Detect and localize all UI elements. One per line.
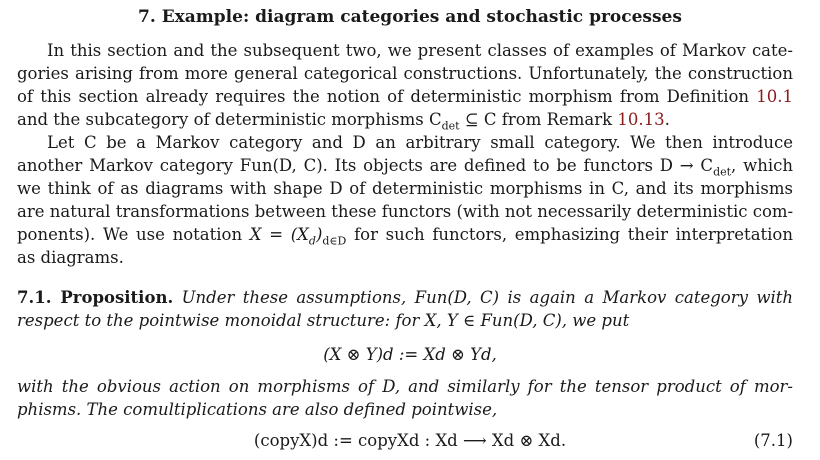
para2-line-1: Let C be a Markov category and D an arbitrary small category. We then introduce	[47, 133, 793, 152]
equation-number: (7.1)	[753, 431, 793, 450]
para1-line-1: In this section and the subsequent two, we present classes of examples of Markov cate-	[47, 41, 793, 60]
para1-line-3-text: of this section already requires the notion of deterministic morphism from Definition	[17, 87, 750, 106]
definition-link[interactable]: 10.1	[756, 87, 793, 106]
para2-line-4: are natural transformations between these functors (with not necessarily deterministic com-	[17, 202, 794, 221]
proposition-line-2: respect to the pointwise monoidal structure: for X, Y ∈ Fun(D, C), we put	[17, 311, 630, 330]
remark-link[interactable]: 10.13	[617, 110, 665, 129]
proposition-label: 7.1. Proposition.	[17, 288, 174, 307]
para2-line-5-text-a: ponents). We use notation	[17, 225, 250, 244]
proposition-line-1	[17, 287, 793, 309]
equation-tensor: (X ⊗ Y)d := Xd ⊗ Yd,	[323, 345, 497, 364]
notation-close: )	[315, 225, 323, 244]
notation-sub-d: d	[308, 234, 316, 248]
para1-line-4-text-b: ⊆ C from Remark	[459, 110, 618, 129]
notation-math: X = (X	[249, 225, 309, 244]
section-heading: 7. Example: diagram categories and stochastic processes	[138, 7, 682, 27]
para1-line-3	[17, 86, 793, 108]
para1-line-4-text-c: .	[664, 110, 670, 129]
proposition-line-4: phisms. The comultiplications are also defined pointwise,	[17, 400, 498, 419]
para1-line-2: gories arising from more general categorical constructions. Unfortunately, the construction	[17, 64, 793, 83]
para2-line-3: we think of as diagrams with shape D of deterministic morphisms in C, and its morphisms	[17, 179, 793, 198]
proposition-line-1-text: Under these assumptions, Fun(D, C) is again a Markov category with	[173, 288, 793, 307]
equation-copy: (copyX)d := copyXd : Xd ⟶ Xd ⊗ Xd.	[253, 431, 567, 450]
para1-line-4-text-a: and the subcategory of deterministic morphisms C	[17, 110, 442, 129]
para2-line-5-text-c: for such functors, emphasizing their interpretation	[346, 225, 793, 244]
proposition-line-3: with the obvious action on morphisms of D, and similarly for the tensor product of mor-	[17, 377, 793, 396]
para2-line-2-text-a: another Markov category Fun(D, C). Its objects are defined to be functors D → C	[17, 156, 714, 175]
det-subscript-2: det	[713, 165, 732, 179]
para2-line-6: as diagrams.	[17, 248, 124, 267]
det-subscript: det	[441, 119, 460, 133]
para2-line-2-text-b: , which	[731, 156, 793, 175]
notation-sub-index: d∈D	[322, 234, 347, 248]
